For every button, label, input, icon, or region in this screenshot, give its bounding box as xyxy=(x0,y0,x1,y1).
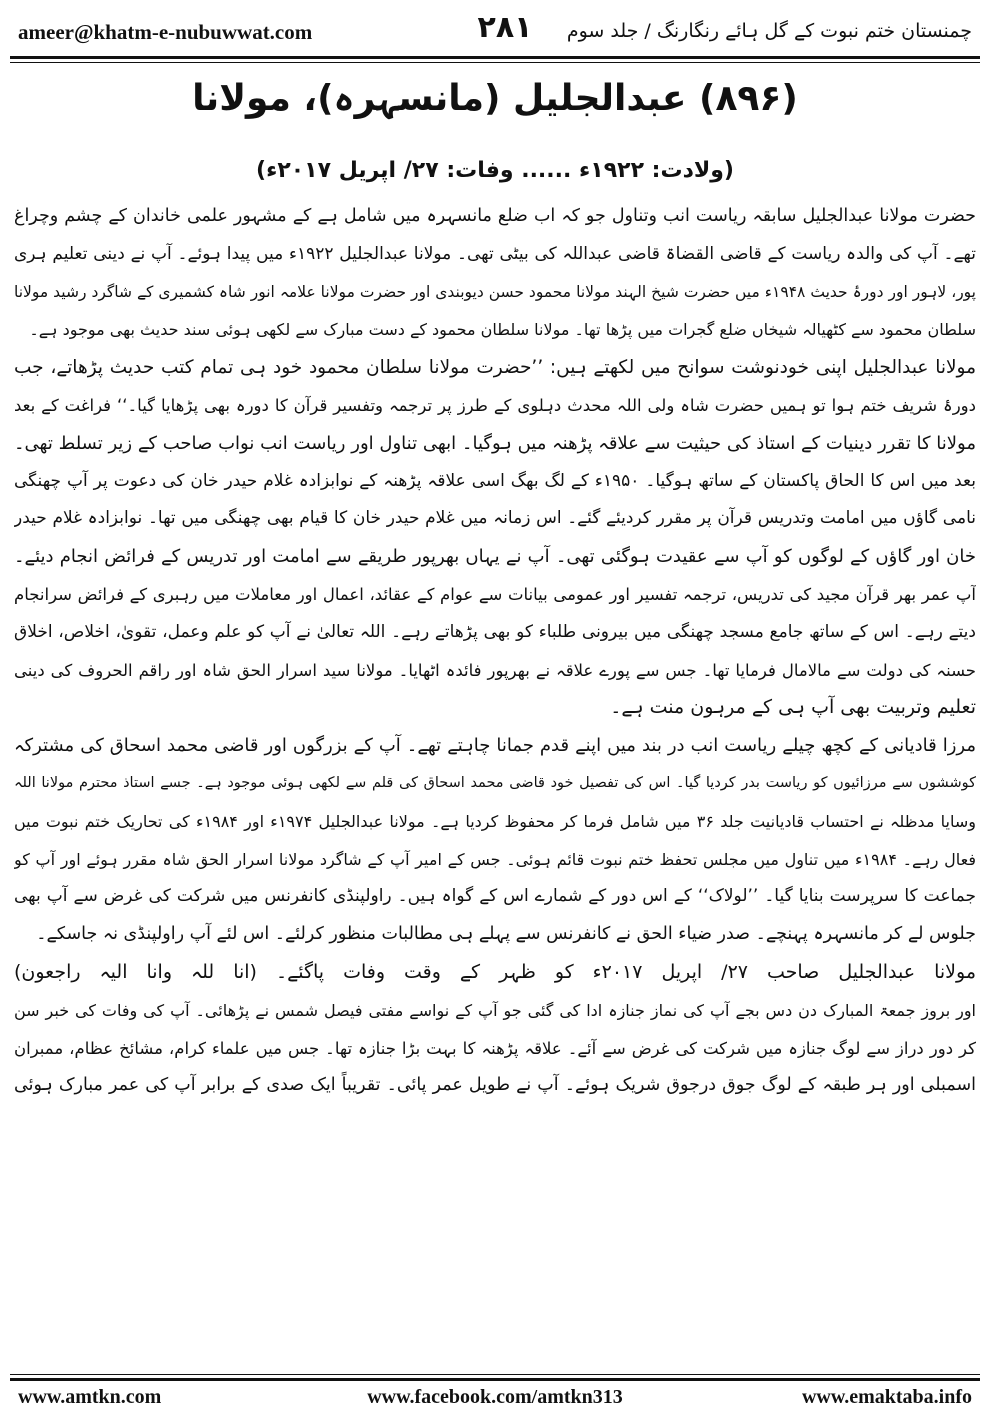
text-line: مولانا عبدالجلیل صاحب ۲۷/ اپریل ۲۰۱۷ء کو ظہر کے وقت وفات پاگئے۔ (انا للہ وانا الیہ راجعون) xyxy=(14,960,976,983)
text-line: حضرت مولانا عبدالجلیل سابقہ ریاست انب وتناول جو کہ اب ضلع مانسہرہ میں شامل ہے کے مشہور علمی خاندان کے چشم وچراغ xyxy=(14,206,976,226)
footer-link-center[interactable]: www.facebook.com/amtkn313 xyxy=(367,1386,623,1408)
text-line: وسایا مدظلہ نے احتساب قادیانیت جلد ۳۶ میں شامل فرما کر محفوظ کردیا ہے۔ مولانا عبدالجلیل ۱۹۷۴ء اور ۱۹۸۴ء کی تحاریک ختم نبوت میں xyxy=(14,811,976,831)
text-line: اور بروز جمعۃ المبارک دن دس بجے آپ کی نماز جنازہ ادا کی گئی جو آپ کے نواسے مفتی فیصل شمس نے پڑھائی۔ آپ کی وفات کی خبر سن xyxy=(14,1000,976,1020)
text-line: پور، لاہور اور دورۂ حدیث ۱۹۴۸ء میں حضرت شیخ الہند مولانا محمود حسن دیوبندی اور حضرت مولانا علامہ انور شاہ کشمیری کے شاگرد رشید مولانا xyxy=(14,282,976,301)
footer-rule xyxy=(10,1374,980,1381)
text-line: حسنہ کی دولت سے مالامال فرمایا تھا۔ جس سے پورے علاقہ نے بھرپور فائدہ اٹھایا۔ مولانا سید اسرار الحق شاہ اور راقم الحروف کی دینی xyxy=(14,660,976,680)
text-line: اسمبلی اور ہر طبقہ کے لوگ جوق درجوق شریک ہوئے۔ آپ نے طویل عمر پائی۔ تقریباً ایک صدی کے برابر آپ کی عمر مبارک ہوئی xyxy=(14,1075,976,1096)
text-line: فعال رہے۔ ۱۹۸۴ء میں تناول میں مجلس تحفظ ختم نبوت قائم ہوئی۔ جس کے امیر آپ کے شاگرد مولانا اسرار الحق شاہ مقرر ہوئے اور آپ کو xyxy=(14,849,976,869)
header-rule xyxy=(10,56,980,63)
text-line: خان اور گاؤں کے لوگوں کو آپ سے عقیدت ہوگئی تھی۔ آپ نے یہاں بھرپور طریقے سے امامت اور تدریس کے فرائض انجام دیئے۔ xyxy=(14,546,976,568)
text-line: جماعت کا سرپرست بنایا گیا۔ ’’لولاک‘‘ کے اس دور کے شمارے اس کے گواہ ہیں۔ راولپنڈی کانفرنس میں شرکت کی غرض سے آپ بھی xyxy=(14,886,976,907)
article-body xyxy=(14,198,976,1105)
article-dates: (ولادت: ۱۹۲۲ء ...... وفات: ۲۷/ اپریل ۲۰۱۷ء) xyxy=(256,158,734,183)
text-line: نامی گاؤں میں امامت وتدریس قرآن پر مقرر کردیئے گئے۔ اس زمانہ میں غلام حیدر خان کا قیام بھی چھنگی میں تھا۔ نوابزادہ غلام حیدر xyxy=(14,508,976,529)
text-line: کر دور دراز سے لوگ جنازہ میں شرکت کی غرض سے آئے۔ علاقہ پڑھنہ کا بہت بڑا جنازہ تھا۔ جس میں علماء کرام، مشائخ عظام، ممبران xyxy=(14,1038,976,1058)
text-line: مولانا کا تقرر دینیات کے استاذ کی حیثیت سے علاقہ پڑھنہ میں ہوگیا۔ ابھی تناول اور ریاست انب نواب صاحب کے زیر تسلط تھی۔ xyxy=(14,432,976,454)
text-line: تھے۔ آپ کی والدہ ریاست کے قاضی القضاۃ قاضی عبداللہ کی بیٹی تھی۔ مولانا عبدالجلیل ۱۹۲۲ء میں پیدا ہوئے۔ آپ نے دینی تعلیم ہری xyxy=(14,243,976,264)
text-line: آپ عمر بھر قرآن مجید کی تدریس، ترجمہ تفسیر اور عمومی بیانات سے عوام کے عقائد، اعمال اور معاملات میں رہبری کے فرائض سرانجام xyxy=(14,584,976,604)
page-footer xyxy=(10,1386,980,1414)
page-header xyxy=(10,8,980,58)
book-title: چمنستان ختم نبوت کے گل ہائے رنگارنگ / جلد سوم xyxy=(566,20,972,42)
text-line: دیتے رہے۔ اس کے ساتھ جامع مسجد چھنگی میں بیرونی طلباء کو بھی پڑھاتے رہے۔ اللہ تعالیٰ نے آپ کو علم وعمل، تقویٰ، اخلاص، اخلاق xyxy=(14,621,976,642)
text-line: سلطان محمود سے کٹھیالہ شیخاں ضلع گجرات میں پڑھا تھا۔ مولانا سلطان محمود کے دست مبارک سے لکھی ہوئی سند حدیث بھی موجود ہے۔ xyxy=(29,320,976,340)
text-line: مرزا قادیانی کے کچھ چیلے ریاست انب در بند میں اپنے قدم جمانا چاہتے تھے۔ آپ کے بزرگوں اور قاضی محمد اسحاق کی مشترکہ xyxy=(14,735,976,757)
article-title: (۸۹۶) عبدالجلیل (مانسہرہ)، مولانا xyxy=(192,78,798,119)
text-line: دورۂ شریف ختم ہوا تو ہمیں حضرت شاہ ولی اللہ محدث دہلوی کے طرز پر ترجمہ وتفسیر قرآن کا دورہ بھی پڑھایا گیا۔‘‘ فراغت کے بعد xyxy=(14,395,976,415)
text-line: جلوس لے کر مانسہرہ پہنچے۔ صدر ضیاء الحق نے کانفرنس سے پہلے ہی مطالبات منظور کرلئے۔ اس لئے آپ راولپنڈی نہ جاسکے۔ xyxy=(36,924,976,945)
text-line: مولانا عبدالجلیل اپنی خودنوشت سوانح میں لکھتے ہیں: ’’حضرت مولانا سلطان محمود خود ہی تمام کتب حدیث پڑھاتے، جب xyxy=(14,357,976,379)
footer-link-left[interactable]: www.amtkn.com xyxy=(18,1386,162,1408)
text-line: بعد میں اس کا الحاق پاکستان کے ساتھ ہوگیا۔ ۱۹۵۰ء کے لگ بھگ اسی علاقہ پڑھنہ کے نوابزادہ غلام حیدر خان کی دعوت پر آپ چھنگی xyxy=(14,470,976,491)
page-number: ۲۸۱ xyxy=(477,10,533,45)
footer-link-right[interactable]: www.emaktaba.info xyxy=(801,1386,972,1408)
header-email: ameer@khatm-e-nubuwwat.com xyxy=(18,20,313,44)
text-line: کوششوں سے مرزائیوں کو ریاست بدر کردیا گیا۔ اس کی تفصیل خود قاضی محمد اسحاق کی قلم سے لکھی ہوئی موجود ہے۔ جسے استاذ محترم مولانا اللہ xyxy=(14,774,976,791)
text-line: تعلیم وتربیت بھی آپ ہی کے مرہون منت ہے۔ xyxy=(610,696,976,719)
